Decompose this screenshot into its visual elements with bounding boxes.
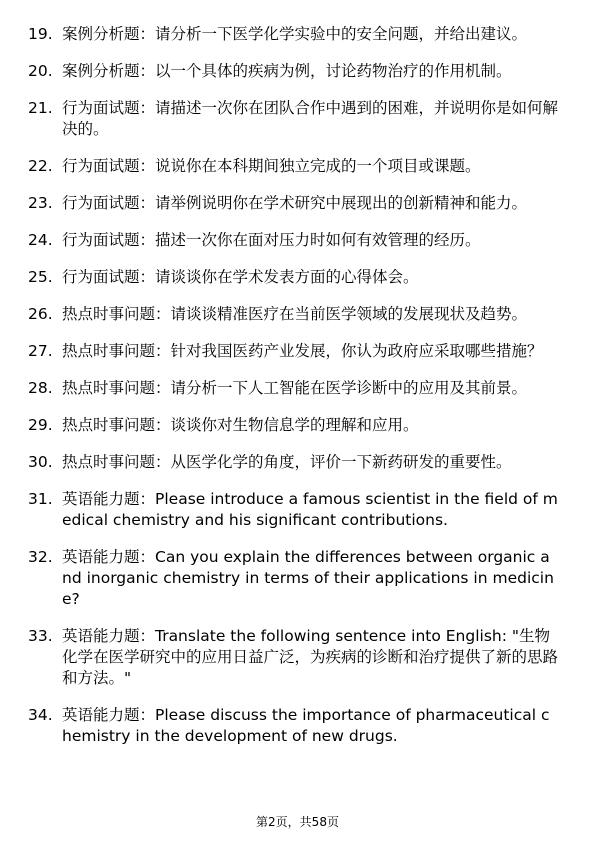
question-text: 热点时事问题：谈谈你对生物信息学的理解和应用。 <box>62 416 419 434</box>
question-number: 22. <box>28 157 53 175</box>
question-number: 33. <box>28 627 53 645</box>
question-item <box>28 341 558 362</box>
question-text: 热点时事问题：请谈谈精准医疗在当前医学领域的发展现状及趋势。 <box>62 305 528 323</box>
question-number: 25. <box>28 268 53 286</box>
question-list <box>28 24 558 763</box>
question-number: 27. <box>28 342 53 360</box>
question-text: 英语能力题：Can you explain the differences between organic and inorganic chemistry in terms of their applications in medicine? <box>62 548 554 608</box>
question-text: 英语能力题：Translate the following sentence into English: "生物化学在医学研究中的应用日益广泛，为疾病的诊断和治疗提供了新的思路和方法。" <box>62 627 559 687</box>
question-number: 31. <box>28 490 53 508</box>
question-text: 热点时事问题：针对我国医药产业发展，你认为政府应采取哪些措施？ <box>62 342 543 360</box>
question-text: 行为面试题：请谈谈你在学术发表方面的心得体会。 <box>62 268 419 286</box>
question-item <box>28 452 558 473</box>
question-number: 19. <box>28 25 53 43</box>
question-number: 30. <box>28 453 53 471</box>
question-text: 行为面试题：说说你在本科期间独立完成的一个项目或课题。 <box>62 157 481 175</box>
question-item <box>28 267 558 288</box>
question-text: 热点时事问题：从医学化学的角度，评价一下新药研发的重要性。 <box>62 453 512 471</box>
question-item <box>28 304 558 325</box>
question-number: 26. <box>28 305 53 323</box>
question-number: 20. <box>28 62 53 80</box>
question-number: 21. <box>28 99 53 117</box>
question-item <box>28 626 558 689</box>
question-text: 英语能力题：Please introduce a famous scientist in the field of medical chemistry and his significant contributions. <box>62 490 558 529</box>
question-item <box>28 24 558 45</box>
question-item <box>28 415 558 436</box>
question-text: 案例分析题：请分析一下医学化学实验中的安全问题，并给出建议。 <box>62 25 528 43</box>
question-number: 24. <box>28 231 53 249</box>
question-item <box>28 193 558 214</box>
question-text: 英语能力题：Please discuss the importance of pharmaceutical chemistry in the development of new drugs. <box>62 706 550 745</box>
question-number: 32. <box>28 548 53 566</box>
question-number: 23. <box>28 194 53 212</box>
question-text: 热点时事问题：请分析一下人工智能在医学诊断中的应用及其前景。 <box>62 379 528 397</box>
question-number: 34. <box>28 706 53 724</box>
question-item <box>28 547 558 610</box>
question-text: 行为面试题：请举例说明你在学术研究中展现出的创新精神和能力。 <box>62 194 528 212</box>
question-item <box>28 705 558 747</box>
question-text: 案例分析题：以一个具体的疾病为例，讨论药物治疗的作用机制。 <box>62 62 512 80</box>
question-number: 29. <box>28 416 53 434</box>
question-item <box>28 230 558 251</box>
question-number: 28. <box>28 379 53 397</box>
question-item <box>28 98 558 140</box>
question-item <box>28 489 558 531</box>
question-item <box>28 61 558 82</box>
question-item <box>28 156 558 177</box>
question-item <box>28 378 558 399</box>
page-number-footer: 第2页，共58页 <box>256 815 339 829</box>
question-text: 行为面试题：描述一次你在面对压力时如何有效管理的经历。 <box>62 231 481 249</box>
question-text: 行为面试题：请描述一次你在团队合作中遇到的困难，并说明你是如何解决的。 <box>62 99 559 138</box>
